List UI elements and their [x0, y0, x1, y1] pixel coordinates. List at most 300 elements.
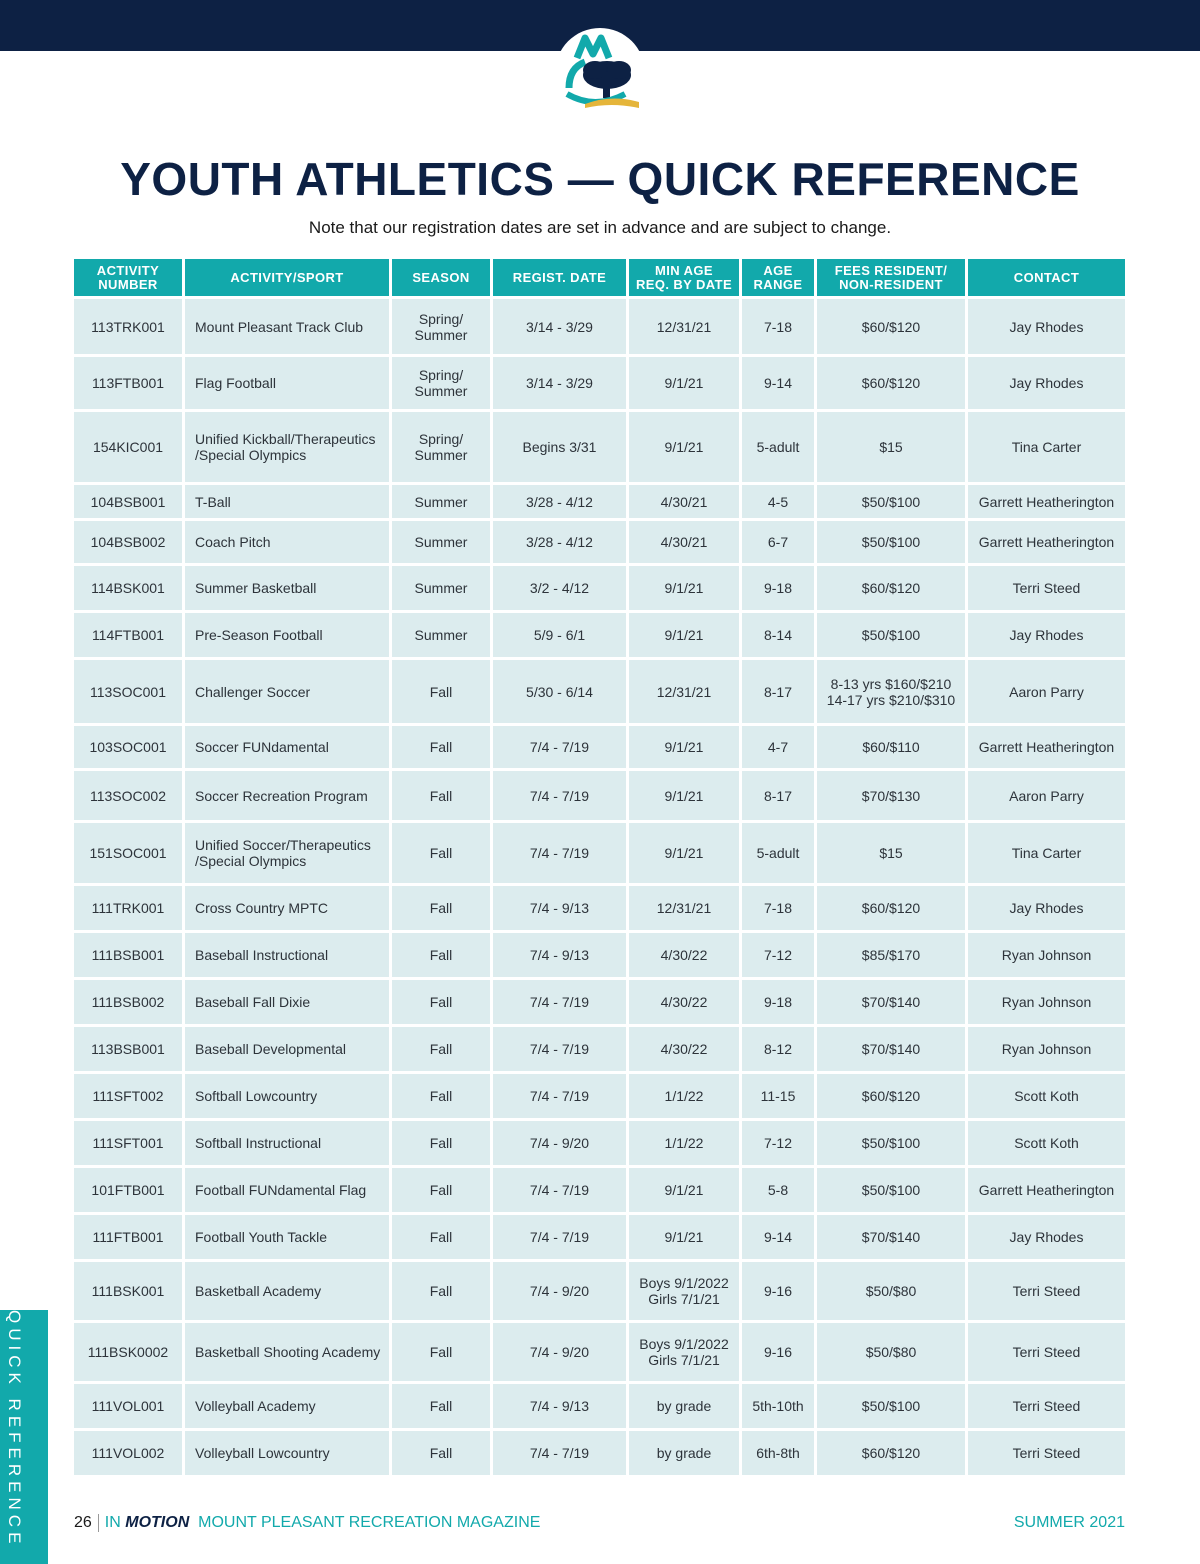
cell-text: 9/1/21: [664, 1182, 704, 1198]
cell-text: Coach Pitch: [195, 534, 271, 550]
header-label: SEASON: [412, 269, 470, 285]
cell-text: 103SOC001: [89, 739, 167, 755]
cell-age-range: [742, 412, 814, 482]
cell-text: $60/$120: [861, 375, 921, 391]
cell-age-range: [742, 1168, 814, 1212]
cell-text: 3/2 - 4/12: [529, 580, 590, 596]
cell-text: 113SOC001: [89, 683, 166, 700]
header-season: [392, 259, 490, 296]
cell-text: 6-7: [767, 534, 789, 550]
header-label: NUMBER: [98, 276, 158, 292]
cell-contact: [968, 357, 1125, 409]
cell-season: [392, 1262, 490, 1320]
cell-age-range: [742, 566, 814, 610]
cell-fees: [817, 521, 965, 563]
cell-fees: [817, 1384, 965, 1428]
cell-activity-sport: [185, 299, 389, 354]
cell-min-age-date: [629, 660, 739, 723]
cell-text: Spring/: [418, 431, 464, 447]
cell-min-age-date: [629, 726, 739, 768]
cell-min-age-date: [629, 933, 739, 977]
header-activity-sport: [185, 259, 389, 296]
cell-text: Ryan Johnson: [1001, 1041, 1092, 1057]
cell-text: Summer: [414, 580, 468, 596]
cell-season: [392, 299, 490, 354]
cell-text: 9/1/21: [664, 375, 704, 391]
cell-text: by grade: [656, 1445, 712, 1461]
cell-text: 7-12: [763, 947, 793, 963]
cell-regist-date: [493, 823, 626, 883]
cell-text: 9-16: [763, 1344, 793, 1360]
cell-regist-date: [493, 1384, 626, 1428]
cell-regist-date: [493, 1074, 626, 1118]
cell-text: 3/14 - 3/29: [526, 375, 593, 391]
cell-contact: [968, 823, 1125, 883]
cell-contact: [968, 412, 1125, 482]
cell-text: Spring/: [418, 367, 464, 383]
cell-text: Fall: [429, 1283, 453, 1299]
table-row: [74, 485, 1125, 518]
cell-age-range: [742, 980, 814, 1024]
header-label: AGE: [763, 262, 793, 278]
cell-activity-sport: [185, 566, 389, 610]
cell-fees: [817, 886, 965, 930]
cell-text: 3/28 - 4/12: [526, 493, 593, 510]
cell-fees: [817, 1121, 965, 1165]
cell-contact: [968, 1027, 1125, 1071]
cell-season: [392, 886, 490, 930]
cell-text: 5-adult: [756, 845, 800, 861]
cell-fees: [817, 412, 965, 482]
cell-min-age-date: [629, 521, 739, 563]
cell-text: Scott Koth: [1014, 1135, 1079, 1151]
cell-age-range: [742, 613, 814, 657]
table-row: [74, 1323, 1125, 1381]
cell-activity-sport: [185, 1168, 389, 1212]
cell-text: $60/$120: [861, 580, 921, 596]
cell-text: 12/31/21: [656, 683, 712, 700]
cell-text: 111BSK001: [91, 1283, 165, 1299]
header-label: ACTIVITY: [96, 262, 160, 278]
cell-text: Summer: [414, 447, 468, 463]
cell-min-age-date: [629, 1262, 739, 1320]
cell-season: [392, 521, 490, 563]
table-row: [74, 1384, 1125, 1428]
cell-text: 9-16: [763, 1283, 793, 1299]
cell-text: Basketball Academy: [195, 1283, 322, 1299]
cell-activity-number: [74, 412, 182, 482]
cell-text: 8-14: [763, 627, 793, 643]
cell-text: Football Youth Tackle: [195, 1229, 328, 1245]
cell-min-age-date: [629, 1384, 739, 1428]
cell-text: 9-14: [763, 375, 793, 391]
cell-text: 111SFT001: [92, 1135, 164, 1151]
cell-text: Summer Basketball: [195, 580, 317, 596]
cell-activity-sport: [185, 1384, 389, 1428]
cell-min-age-date: [629, 886, 739, 930]
cell-text: 5-8: [767, 1182, 789, 1198]
cell-text: $70/$140: [861, 1229, 921, 1245]
cell-text: 7/4 - 9/20: [529, 1283, 590, 1299]
cell-text: 4/30/21: [660, 493, 708, 510]
cell-text: Volleyball Academy: [195, 1398, 316, 1414]
cell-text: Girls 7/1/21: [648, 1352, 720, 1368]
cell-text: Baseball Developmental: [195, 1041, 346, 1057]
cell-text: Boys 9/1/2022: [639, 1336, 729, 1352]
cell-text: Mount Pleasant Track Club: [195, 318, 364, 335]
header-activity-number: [74, 259, 182, 296]
cell-text: 9/1/21: [664, 580, 704, 596]
cell-text: Softball Lowcountry: [195, 1088, 318, 1104]
cell-text: Cross Country MPTC: [195, 900, 329, 916]
cell-text: $50/$100: [861, 1398, 921, 1414]
cell-text: 7/4 - 7/19: [529, 845, 590, 861]
cell-activity-number: [74, 726, 182, 768]
edition-label: SUMMER 2021: [1013, 1514, 1125, 1531]
cell-text: 7/4 - 7/19: [529, 787, 590, 804]
header-label: REQ. BY DATE: [635, 276, 733, 292]
cell-contact: [968, 1215, 1125, 1259]
cell-text: 14-17 yrs $210/$310: [826, 691, 956, 708]
cell-text: Summer: [414, 326, 468, 343]
cell-age-range: [742, 1431, 814, 1475]
table-row: [74, 660, 1125, 723]
cell-text: 12/31/21: [656, 900, 712, 916]
cell-text: 9-18: [763, 580, 793, 596]
cell-regist-date: [493, 485, 626, 518]
cell-activity-sport: [185, 613, 389, 657]
cell-activity-number: [74, 357, 182, 409]
header-label: MIN AGE: [655, 262, 713, 278]
footer-divider: [98, 1514, 99, 1532]
cell-fees: [817, 299, 965, 354]
table-row: [74, 726, 1125, 768]
table-row: [74, 1168, 1125, 1212]
table-body: [74, 299, 1125, 1475]
cell-text: $60/$120: [861, 318, 921, 335]
cell-contact: [968, 566, 1125, 610]
cell-season: [392, 980, 490, 1024]
cell-season: [392, 412, 490, 482]
cell-text: 114BSK001: [91, 580, 165, 596]
quick-reference-table: [71, 256, 1128, 1478]
cell-min-age-date: [629, 485, 739, 518]
cell-min-age-date: [629, 771, 739, 820]
cell-text: /Special Olympics: [195, 447, 307, 463]
cell-text: 5-adult: [756, 439, 800, 455]
cell-text: 154KIC001: [92, 439, 164, 455]
cell-text: $60/$110: [862, 739, 920, 755]
cell-fees: [817, 1074, 965, 1118]
cell-text: 111BSB002: [91, 994, 165, 1010]
cell-contact: [968, 980, 1125, 1024]
cell-text: Aaron Parry: [1009, 683, 1084, 700]
cell-fees: [817, 485, 965, 518]
cell-min-age-date: [629, 823, 739, 883]
cell-fees: [817, 726, 965, 768]
cell-age-range: [742, 1262, 814, 1320]
cell-activity-number: [74, 886, 182, 930]
header-label: FEES RESIDENT/: [834, 262, 948, 278]
header-contact: [968, 259, 1125, 296]
cell-text: 9-14: [763, 1229, 793, 1245]
registration-note: Note that our registration dates are set in advance and are subject to change.: [308, 218, 892, 237]
cell-text: $50/$100: [861, 1135, 921, 1151]
cell-season: [392, 485, 490, 518]
cell-text: $50/$100: [861, 534, 921, 550]
cell-regist-date: [493, 886, 626, 930]
cell-text: 8-17: [763, 683, 793, 700]
cell-min-age-date: [629, 613, 739, 657]
cell-contact: [968, 660, 1125, 723]
cell-text: 7/4 - 7/19: [529, 1041, 590, 1057]
cell-text: 113TRK001: [91, 318, 165, 335]
cell-season: [392, 1168, 490, 1212]
cell-regist-date: [493, 771, 626, 820]
cell-text: 7/4 - 7/19: [529, 1088, 590, 1104]
cell-season: [392, 823, 490, 883]
cell-text: Fall: [429, 1229, 453, 1245]
cell-contact: [968, 299, 1125, 354]
cell-activity-sport: [185, 726, 389, 768]
cell-activity-sport: [185, 771, 389, 820]
cell-activity-sport: [185, 1027, 389, 1071]
cell-text: Fall: [429, 739, 453, 755]
cell-age-range: [742, 1074, 814, 1118]
cell-text: $50/$100: [861, 627, 921, 643]
cell-min-age-date: [629, 1323, 739, 1381]
cell-text: Summer: [414, 627, 468, 643]
table-row: [74, 613, 1125, 657]
cell-contact: [968, 1121, 1125, 1165]
cell-text: Fall: [429, 1135, 453, 1151]
cell-activity-number: [74, 1323, 182, 1381]
cell-text: 113BSB001: [91, 1041, 165, 1057]
header-label: REGIST. DATE: [512, 269, 607, 285]
cell-activity-sport: [185, 485, 389, 518]
cell-text: Basketball Shooting Academy: [195, 1344, 381, 1360]
cell-contact: [968, 1168, 1125, 1212]
cell-activity-sport: [185, 521, 389, 563]
cell-min-age-date: [629, 412, 739, 482]
cell-activity-number: [74, 1027, 182, 1071]
cell-activity-number: [74, 771, 182, 820]
cell-activity-number: [74, 1215, 182, 1259]
cell-season: [392, 357, 490, 409]
cell-text: 8-12: [763, 1041, 793, 1057]
cell-fees: [817, 566, 965, 610]
cell-contact: [968, 521, 1125, 563]
cell-text: Baseball Instructional: [195, 947, 329, 963]
cell-season: [392, 660, 490, 723]
brand-in: IN: [104, 1514, 121, 1532]
magazine-name: MOUNT PLEASANT RECREATION MAGAZINE: [198, 1514, 541, 1532]
cell-text: Terri Steed: [1012, 1445, 1081, 1461]
cell-activity-sport: [185, 1323, 389, 1381]
cell-activity-number: [74, 613, 182, 657]
cell-text: 7-18: [763, 318, 793, 335]
cell-activity-sport: [185, 357, 389, 409]
cell-text: 11-15: [760, 1088, 796, 1104]
cell-fees: [817, 1027, 965, 1071]
cell-text: $50/$80: [865, 1344, 917, 1360]
cell-text: $60/$120: [861, 900, 921, 916]
cell-text: 111VOL001: [91, 1398, 165, 1414]
cell-text: 7/4 - 9/13: [529, 947, 590, 963]
cell-fees: [817, 1168, 965, 1212]
cell-text: Flag Football: [195, 375, 276, 391]
cell-text: 8-17: [763, 787, 793, 804]
cell-text: 9/1/21: [664, 439, 704, 455]
cell-text: Garrett Heatherington: [978, 739, 1115, 755]
cell-contact: [968, 1431, 1125, 1475]
cell-text: Fall: [429, 947, 453, 963]
cell-text: 7/4 - 7/19: [529, 1182, 590, 1198]
cell-regist-date: [493, 1262, 626, 1320]
cell-text: 7/4 - 7/19: [529, 1229, 590, 1245]
table-row: [74, 566, 1125, 610]
cell-age-range: [742, 485, 814, 518]
cell-fees: [817, 980, 965, 1024]
cell-text: Ryan Johnson: [1001, 994, 1092, 1010]
table-row: [74, 357, 1125, 409]
cell-text: Tina Carter: [1011, 439, 1082, 455]
cell-text: Jay Rhodes: [1009, 627, 1084, 643]
cell-min-age-date: [629, 299, 739, 354]
cell-activity-number: [74, 1262, 182, 1320]
table-row: [74, 299, 1125, 354]
cell-text: 9/1/21: [664, 787, 704, 804]
cell-text: Fall: [429, 683, 453, 700]
cell-text: Fall: [429, 900, 453, 916]
cell-season: [392, 1431, 490, 1475]
cell-fees: [817, 1215, 965, 1259]
cell-season: [392, 933, 490, 977]
cell-text: 4/30/22: [660, 994, 708, 1010]
cell-text: 9/1/21: [664, 627, 704, 643]
cell-text: 5/9 - 6/1: [533, 627, 586, 643]
cell-text: Baseball Fall Dixie: [195, 994, 311, 1010]
cell-text: 7/4 - 7/19: [529, 1445, 590, 1461]
cell-text: $70/$130: [861, 787, 921, 804]
cell-text: 4/30/21: [660, 534, 708, 550]
cell-text: 7/4 - 9/13: [529, 900, 590, 916]
cell-text: Pre-Season Football: [195, 627, 323, 643]
cell-min-age-date: [629, 1215, 739, 1259]
cell-fees: [817, 357, 965, 409]
cell-text: 7/4 - 7/19: [529, 739, 590, 755]
mount-pleasant-tree-logo: [555, 28, 645, 118]
cell-regist-date: [493, 613, 626, 657]
cell-age-range: [742, 1323, 814, 1381]
cell-season: [392, 1074, 490, 1118]
cell-regist-date: [493, 1121, 626, 1165]
cell-regist-date: [493, 1323, 626, 1381]
cell-activity-number: [74, 823, 182, 883]
cell-text: Challenger Soccer: [195, 683, 311, 700]
cell-text: Garrett Heatherington: [978, 1182, 1115, 1198]
header-label: RANGE: [753, 276, 803, 292]
cell-regist-date: [493, 521, 626, 563]
cell-text: 7/4 - 9/20: [529, 1135, 590, 1151]
cell-activity-sport: [185, 1074, 389, 1118]
cell-age-range: [742, 521, 814, 563]
cell-regist-date: [493, 726, 626, 768]
cell-text: Fall: [429, 1445, 453, 1461]
cell-season: [392, 1121, 490, 1165]
header-label: NON-RESIDENT: [839, 276, 943, 292]
cell-text: $60/$120: [861, 1445, 921, 1461]
cell-regist-date: [493, 1027, 626, 1071]
cell-fees: [817, 1323, 965, 1381]
cell-season: [392, 1215, 490, 1259]
cell-text: 8-13 yrs $160/$210: [830, 675, 952, 692]
cell-text: Unified Soccer/Therapeutics: [195, 837, 371, 853]
cell-text: Fall: [429, 1344, 453, 1360]
cell-text: Soccer Recreation Program: [195, 787, 368, 804]
cell-age-range: [742, 933, 814, 977]
cell-min-age-date: [629, 1074, 739, 1118]
cell-season: [392, 613, 490, 657]
cell-age-range: [742, 771, 814, 820]
cell-activity-sport: [185, 412, 389, 482]
cell-text: Garrett Heatherington: [978, 534, 1115, 550]
cell-text: Summer: [414, 383, 468, 399]
cell-fees: [817, 771, 965, 820]
cell-text: Soccer FUNdamental: [195, 739, 329, 755]
cell-contact: [968, 485, 1125, 518]
table-row: [74, 1027, 1125, 1071]
cell-activity-number: [74, 933, 182, 977]
cell-text: Summer: [414, 534, 468, 550]
cell-text: $50/$100: [861, 493, 921, 510]
cell-activity-sport: [185, 933, 389, 977]
cell-text: 1/1/22: [664, 1135, 704, 1151]
cell-text: Fall: [429, 1398, 453, 1414]
cell-regist-date: [493, 660, 626, 723]
table-row: [74, 886, 1125, 930]
cell-text: Scott Koth: [1014, 1088, 1079, 1104]
cell-text: $15: [879, 439, 903, 455]
cell-text: 6th-8th: [756, 1445, 800, 1461]
cell-contact: [968, 613, 1125, 657]
cell-min-age-date: [629, 980, 739, 1024]
cell-text: Girls 7/1/21: [648, 1291, 720, 1307]
side-tab-label: QUICK REFERENCE: [5, 1310, 24, 1549]
cell-text: $85/$170: [861, 947, 921, 963]
header-min-age-date: [629, 259, 739, 296]
cell-text: $50/$80: [865, 1283, 917, 1299]
cell-text: Volleyball Lowcountry: [195, 1445, 330, 1461]
cell-text: Spring/: [418, 310, 464, 327]
cell-text: 151SOC001: [89, 845, 167, 861]
cell-text: 1/1/22: [664, 1088, 704, 1104]
cell-contact: [968, 933, 1125, 977]
cell-text: Fall: [429, 994, 453, 1010]
cell-text: 7/4 - 7/19: [529, 994, 590, 1010]
cell-text: 111VOL002: [91, 1445, 165, 1461]
cell-text: 111BSB001: [91, 947, 165, 963]
cell-contact: [968, 726, 1125, 768]
cell-text: Jay Rhodes: [1009, 318, 1084, 335]
cell-text: $15: [879, 845, 903, 861]
cell-text: 111BSK0002: [87, 1344, 169, 1360]
table-row: [74, 1215, 1125, 1259]
cell-text: 111SFT002: [92, 1088, 164, 1104]
cell-activity-number: [74, 1431, 182, 1475]
cell-season: [392, 1384, 490, 1428]
cell-text: Football FUNdamental Flag: [195, 1182, 367, 1198]
